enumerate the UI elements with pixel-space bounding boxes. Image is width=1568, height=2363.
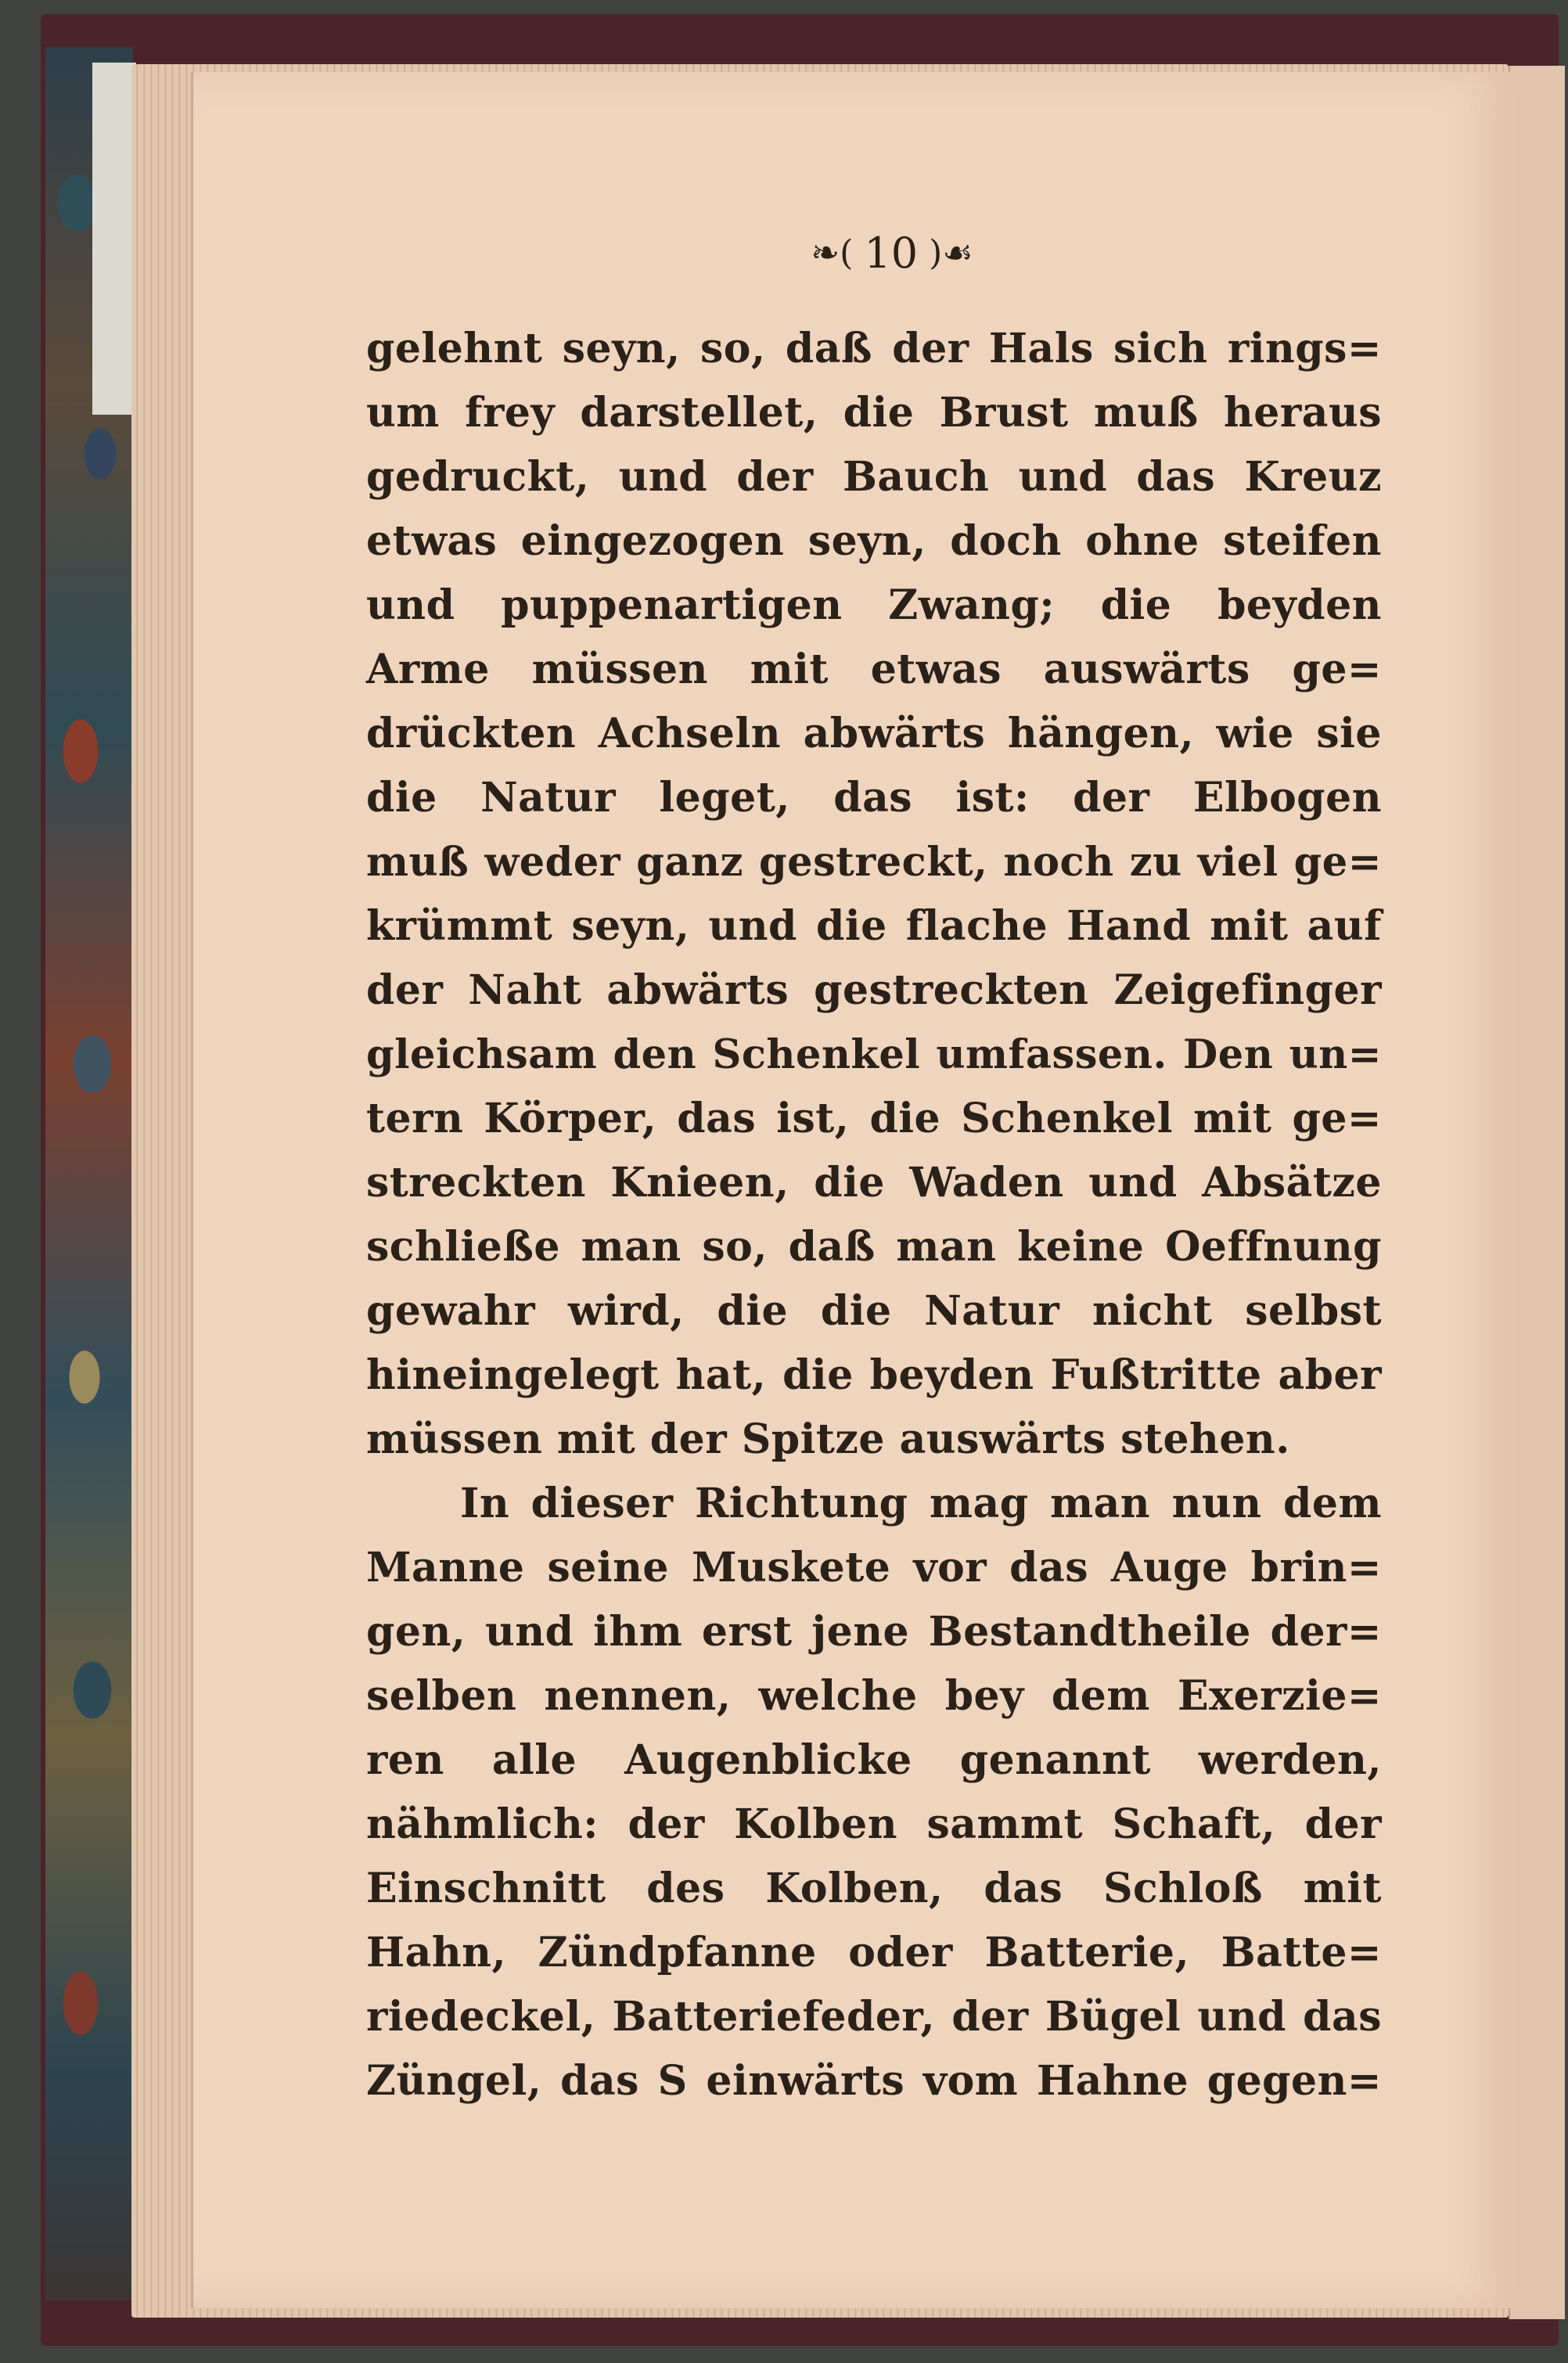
text-line: krümmt seyn, und die flache Hand mit auf [366,902,1382,950]
text-line: In dieser Richtung mag man nun dem [460,1480,1382,1527]
page-number: 10 [864,228,919,278]
text-line: gleichsam den Schenkel umfassen. Den un= [366,1031,1382,1078]
text-line: Züngel, das S einwärts vom Hahne gegen= [366,2057,1382,2105]
text-line: riedeckel, Batteriefeder, der Bügel und das [366,1993,1382,2041]
text-line: gelehnt seyn, so, daß der Hals sich rings= [366,325,1382,372]
binding-strip [92,63,136,415]
text-line: um frey darstellet, die Brust muß heraus [366,389,1382,437]
body-text [366,318,1382,2141]
page-fore-edge [1509,66,1565,2319]
text-line: Hahn, Zündpfanne oder Batterie, Batte= [366,1929,1382,1976]
ornament-right-icon: )☙ [929,232,973,273]
text-line: und puppenartigen Zwang; die beyden [366,581,1382,629]
text-line: gen, und ihm erst jene Bestandtheile der= [366,1608,1382,1656]
text-line: selben nennen, welche bey dem Exerzie= [366,1672,1382,1720]
text-line: gedruckt, und der Bauch und das Kreuz [366,453,1382,501]
text-line: gewahr wird, die die Natur nicht selbst [366,1287,1382,1335]
text-line: nähmlich: der Kolben sammt Schaft, der [366,1800,1382,1848]
text-line: drückten Achseln abwärts hängen, wie sie [366,710,1382,757]
running-head [728,218,1056,288]
ornament-left-icon: ❧( [811,232,854,273]
text-line: tern Körper, das ist, die Schenkel mit ge= [366,1095,1382,1142]
text-line: muß weder ganz gestreckt, noch zu viel ge= [366,839,1382,886]
text-line: etwas eingezogen seyn, doch ohne steifen [366,517,1382,565]
text-line: Manne seine Muskete vor das Auge brin= [366,1544,1382,1592]
text-line: Einschnitt des Kolben, das Schloß mit [366,1865,1382,1912]
text-line: ren alle Augenblicke genannt werden, [366,1736,1382,1784]
text-line: schließe man so, daß man keine Oeffnung [366,1223,1382,1271]
text-line: Arme müssen mit etwas auswärts ge= [366,646,1382,693]
text-line: die Natur leget, das ist: der Elbogen [366,774,1382,822]
text-line: hineingelegt hat, die beyden Fußtritte aber [366,1351,1382,1399]
text-line: müssen mit der Spitze auswärts stehen. [366,1415,1290,1463]
text-line: streckten Knieen, die Waden und Absätze [366,1159,1382,1207]
text-line: der Naht abwärts gestreckten Zeigefinger [366,966,1382,1014]
